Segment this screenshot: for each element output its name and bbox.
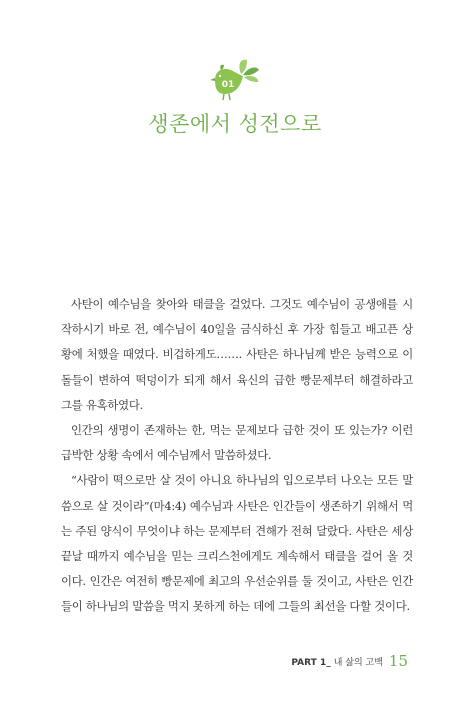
page-number: 15 [388,652,408,670]
part-label: PART 1_ [291,658,331,668]
paragraph: 사탄이 예수님을 찾아와 태클을 걸었다. 그것도 예수님이 공생애를 시작하시기 바로 전, 예수님이 40일을 금식하신 후 가장 힘들고 배고픈 상황에 처했을 때였다. 비겁하게도……. 사탄은 하나님께 받은 능력으로 이 돌들이 변하여 떡덩이가 되게 해서 육신의 급한 빵문제부터 해결하라고 그를 유혹하였다. [61,297,413,412]
bird-icon [207,56,267,104]
part-subtitle: 내 삶의 고백 [333,658,383,668]
chapter-badge [207,56,267,104]
paragraph: “사람이 떡으로만 살 것이 아니요 하나님의 입으로부터 나오는 모든 말씀으로 살 것이라”(마4:4) 예수님과 사탄은 인간들이 생존하기 위해서 먹는 주된 양식이 무엇이냐 하는 문제부터 견해가 전혀 달랐다. 사탄은 세상 끝날 때까지 예수님을 믿는 크리스천에게도 계속해서 태클을 걸어 올 것이다. 인간은 여전히 빵문제에 최고의 우선순위를 둘 것이고, 사탄은 인간들이 하나님의 말씀을 먹지 못하게 하는 데에 그들의 최선을 다할 것이다. [61,473,413,614]
chapter-number: 01 [221,80,235,90]
chapter-title: 생존에서 성전으로 [148,112,322,136]
paragraph: 인간의 생명이 존재하는 한, 먹는 문제보다 급한 것이 또 있는가? 이런 급박한 상황 속에서 예수님께서 말씀하셨다. [61,423,413,463]
page-footer [291,652,408,670]
body-text [61,292,413,620]
